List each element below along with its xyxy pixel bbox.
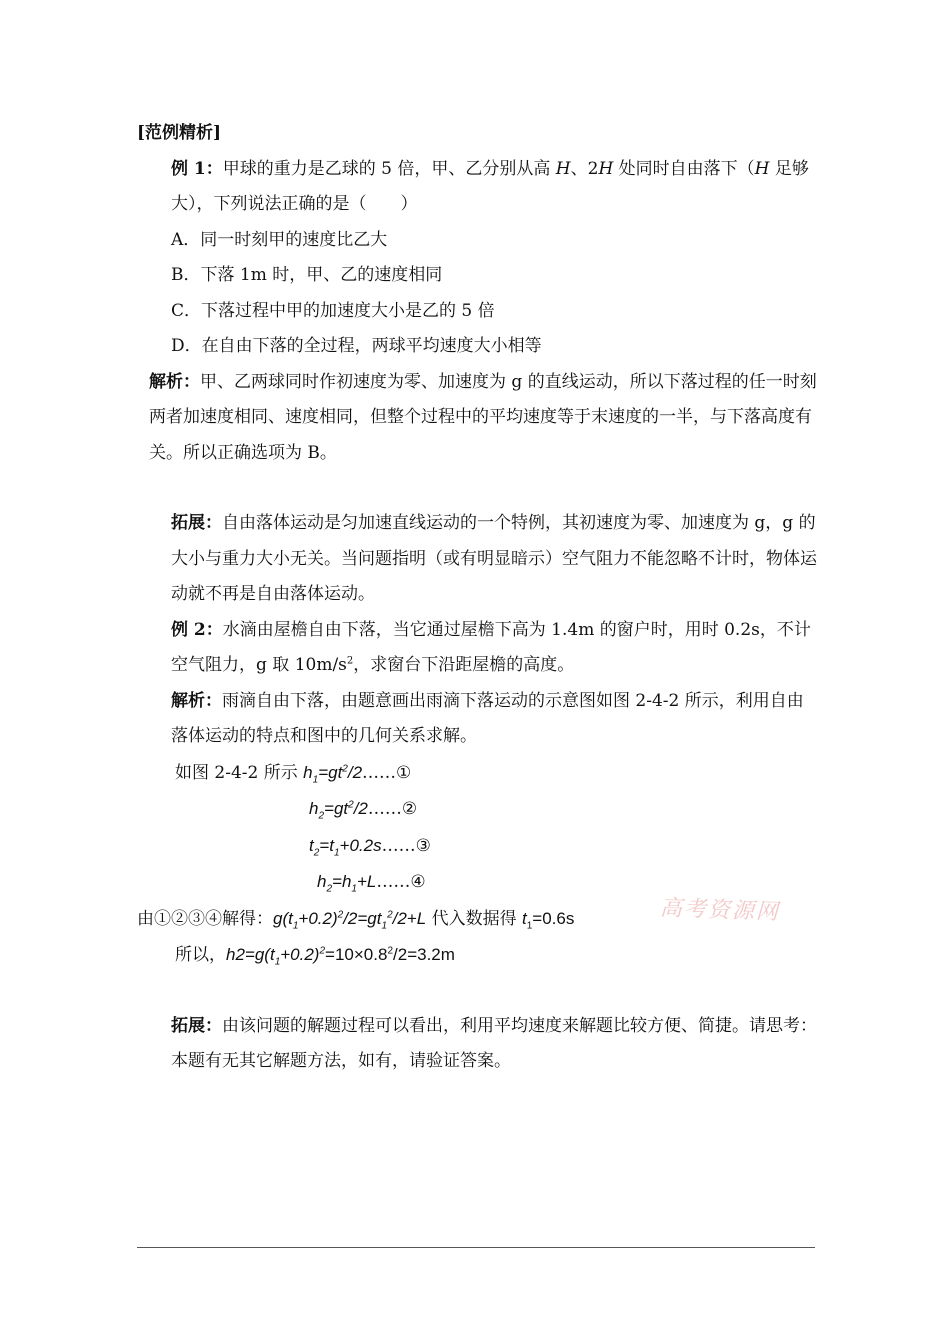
section-heading: [范例精析] <box>137 123 222 143</box>
equation-2: $h_2=gt^2/2\dots\dots ②$ <box>309 799 418 822</box>
example-2-analysis: 解析：雨滴自由下落，由题意画出雨滴下落运动的示意图如图 2-4-2 所示，利用自由落体运动的特点和图中的几何关系求解。 <box>171 690 804 746</box>
example-2-question: 例 2：水滴由屋檐自由下落，当它通过屋檐下高为 1.4m 的窗户时，用时 0.2s，不计空气阻力，g 取 $10m/s^2$，求窗台下沿距屋檐的高度。 <box>171 619 811 675</box>
example-1-analysis: 解析：甲、乙两球同时作初速度为零、加速度为 g 的直线运动，所以下落过程的任一时刻两者加速度相同、速度相同，但整个过程中的平均速度等于末速度的一半，与下落高度有关。所以正确选项为 B。 <box>149 371 817 463</box>
footer-divider <box>137 1247 815 1248</box>
example-2-label: 例 2： <box>171 619 223 640</box>
example-1-extension: 拓展：自由落体运动是匀加速直线运动的一个特例，其初速度为零、加速度为 g，g 的大小与重力大小无关。当问题指明（或有明显暗示）空气阻力不能忽略不计时，物体运动就不再是自由落体运动。 <box>171 513 817 604</box>
option-b: B．下落 1m 时，甲、乙的速度相同 <box>171 265 443 285</box>
spacer <box>137 974 817 1009</box>
equation-4: $h_2=h_1+L\dots\dots ④$ <box>317 872 426 895</box>
option-c: C．下落过程中甲的加速度大小是乙的 5 倍 <box>171 300 495 321</box>
example-2-extension: 拓展：由该问题的解题过程可以看出，利用平均速度来解题比较方便、简捷。请思考：本题有无其它解题方法，如有，请验证答案。 <box>171 1015 817 1071</box>
watermark-stamp: 高考资源网 <box>659 895 781 926</box>
example-1-question: 例 1：甲球的重力是乙球的 5 倍，甲、乙分别从高 H、2H 处同时自由落下（H 足够大），下列说法正确的是（ ） <box>171 158 809 214</box>
example-1-label: 例 1： <box>171 158 223 179</box>
final-answer: 所以，$h2=g(t_1+0.2)^2=10\times 0.8^2/2=3.2m$ <box>175 945 455 968</box>
option-a: A．同一时刻甲的速度比乙大 <box>171 229 388 250</box>
solution-line: 由①②③④解得：$g(t_1+0.2)^2/2=gt_1^2/2+L$ 代入数据得 $t_1=0.6s$ <box>137 908 575 931</box>
spacer <box>137 471 817 506</box>
equation-3: $t_2=t_1+0.2s\dots\dots ③$ <box>309 835 431 858</box>
document-body <box>137 116 817 1080</box>
option-d: D．在自由下落的全过程，两球平均速度大小相等 <box>171 336 542 356</box>
equation-1: 如图 2-4-2 所示 $h_1=gt^2/2\dots\dots ①$ <box>175 762 412 785</box>
